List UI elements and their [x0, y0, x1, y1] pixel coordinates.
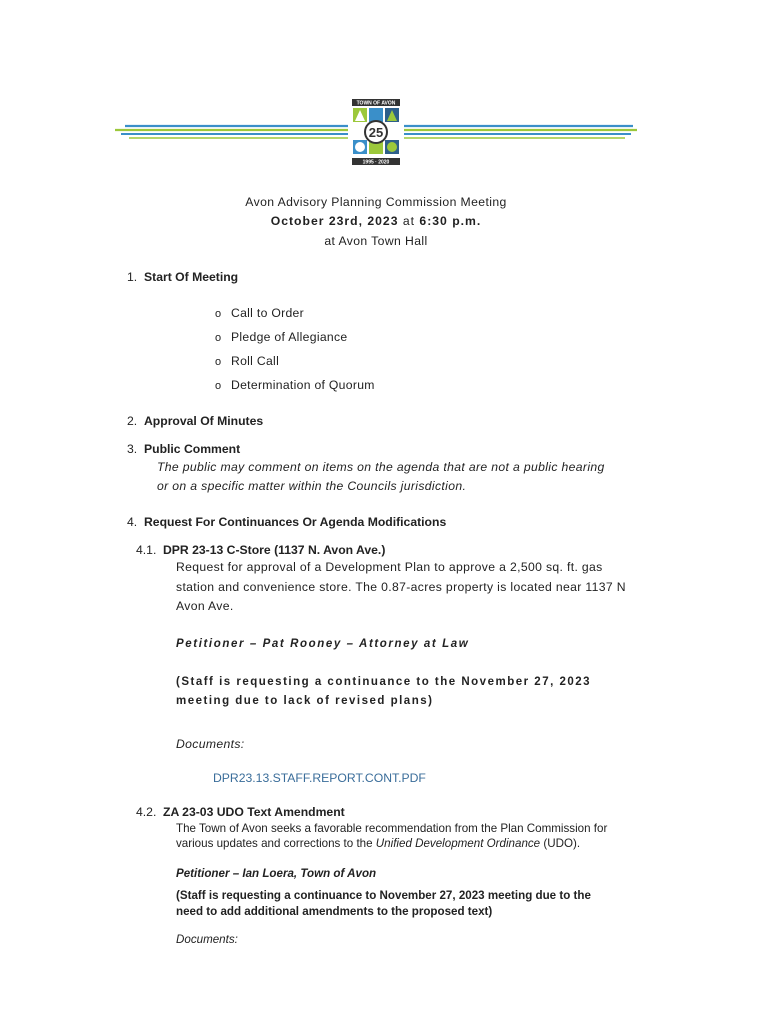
- agenda-item-number: 2.: [127, 414, 138, 428]
- dpr-description-line3: Avon Ave.: [176, 599, 234, 613]
- bullet-quorum: [215, 378, 375, 392]
- meeting-at: at: [398, 214, 420, 228]
- dpr-description-line2: station and convenience store. The 0.87-acres property is located near 1137 N: [176, 580, 626, 594]
- agenda-item-number: 1.: [127, 270, 138, 284]
- dpr-staff-note-line2: meeting due to lack of revised plans): [176, 695, 434, 707]
- dpr-description-line1: Request for approval of a Development Plan to approve a 2,500 sq. ft. gas: [176, 560, 603, 574]
- bullet-label: Determination of Quorum: [231, 378, 375, 392]
- dpr-staff-note-line1: (Staff is requesting a continuance to the November 27, 2023: [176, 676, 592, 688]
- sub-item-label: DPR 23-13 C-Store (1137 N. Avon Ave.): [163, 543, 386, 557]
- bullet-label: Call to Order: [231, 306, 304, 320]
- bullet-label: Roll Call: [231, 354, 280, 368]
- agenda-item-label: Approval Of Minutes: [144, 414, 264, 428]
- meeting-time: 6:30 p.m.: [419, 214, 482, 228]
- bullet-label: Pledge of Allegiance: [231, 330, 348, 344]
- sub-item-number: 4.1.: [136, 543, 157, 557]
- agenda-item-label: Start Of Meeting: [144, 270, 239, 284]
- town-of-avon-logo: [346, 95, 406, 171]
- za-description-line1: The Town of Avon seeks a favorable recommendation from the Plan Commission for: [176, 822, 608, 835]
- za-description-text: various updates and corrections to the: [176, 837, 376, 850]
- za-description-end: (UDO).: [540, 837, 581, 850]
- agenda-item-number: 3.: [127, 442, 138, 456]
- agenda-item-label: Public Comment: [144, 442, 241, 456]
- logo-top-text: TOWN OF AVON: [356, 100, 396, 107]
- dpr-documents-label: Documents:: [176, 737, 245, 751]
- agenda-item-label: Request For Continuances Or Agenda Modifications: [144, 515, 447, 529]
- sub-item-label: ZA 23-03 UDO Text Amendment: [163, 805, 345, 819]
- bullet-glyph: o: [215, 380, 222, 392]
- sub-item-dpr-23-13: [136, 543, 385, 557]
- meeting-title: Avon Advisory Planning Commission Meeting: [245, 195, 507, 209]
- sub-item-za-23-03: [136, 805, 345, 819]
- agenda-item-public-comment: [127, 442, 240, 456]
- bullet-glyph: o: [215, 356, 222, 368]
- bullet-glyph: o: [215, 308, 222, 320]
- sub-item-number: 4.2.: [136, 805, 157, 819]
- za-documents-label: Documents:: [176, 933, 238, 946]
- za-udo-name: Unified Development Ordinance: [375, 837, 541, 850]
- public-comment-text-line1: The public may comment on items on the agenda that are not a public hearing: [157, 460, 605, 474]
- agenda-item-minutes: [127, 414, 263, 428]
- za-staff-note-line1: (Staff is requesting a continuance to November 27, 2023 meeting due to the: [176, 889, 591, 902]
- meeting-date-time: [0, 214, 752, 228]
- dpr-staff-report-link[interactable]: DPR23.13.STAFF.REPORT.CONT.PDF: [213, 771, 426, 785]
- za-description-line2: [176, 836, 580, 852]
- logo-number: 25: [368, 125, 384, 140]
- logo-bottom-text: 1995 · 2020: [362, 159, 390, 166]
- za-staff-note-line2: need to add additional amendments to the proposed text): [176, 905, 493, 918]
- bullet-pledge: [215, 330, 347, 344]
- bullet-glyph: o: [215, 332, 222, 344]
- meeting-date: October 23rd, 2023: [270, 214, 399, 228]
- meeting-location: at Avon Town Hall: [324, 234, 428, 248]
- agenda-item-number: 4.: [127, 515, 138, 529]
- dpr-petitioner: Petitioner – Pat Rooney – Attorney at Law: [176, 638, 470, 650]
- agenda-item-start: [127, 270, 238, 284]
- za-petitioner: Petitioner – Ian Loera, Town of Avon: [176, 867, 377, 880]
- agenda-item-continuances: [127, 515, 446, 529]
- bullet-call-to-order: [215, 306, 304, 320]
- public-comment-text-line2: or on a specific matter within the Councils jurisdiction.: [157, 479, 467, 493]
- bullet-roll-call: [215, 354, 279, 368]
